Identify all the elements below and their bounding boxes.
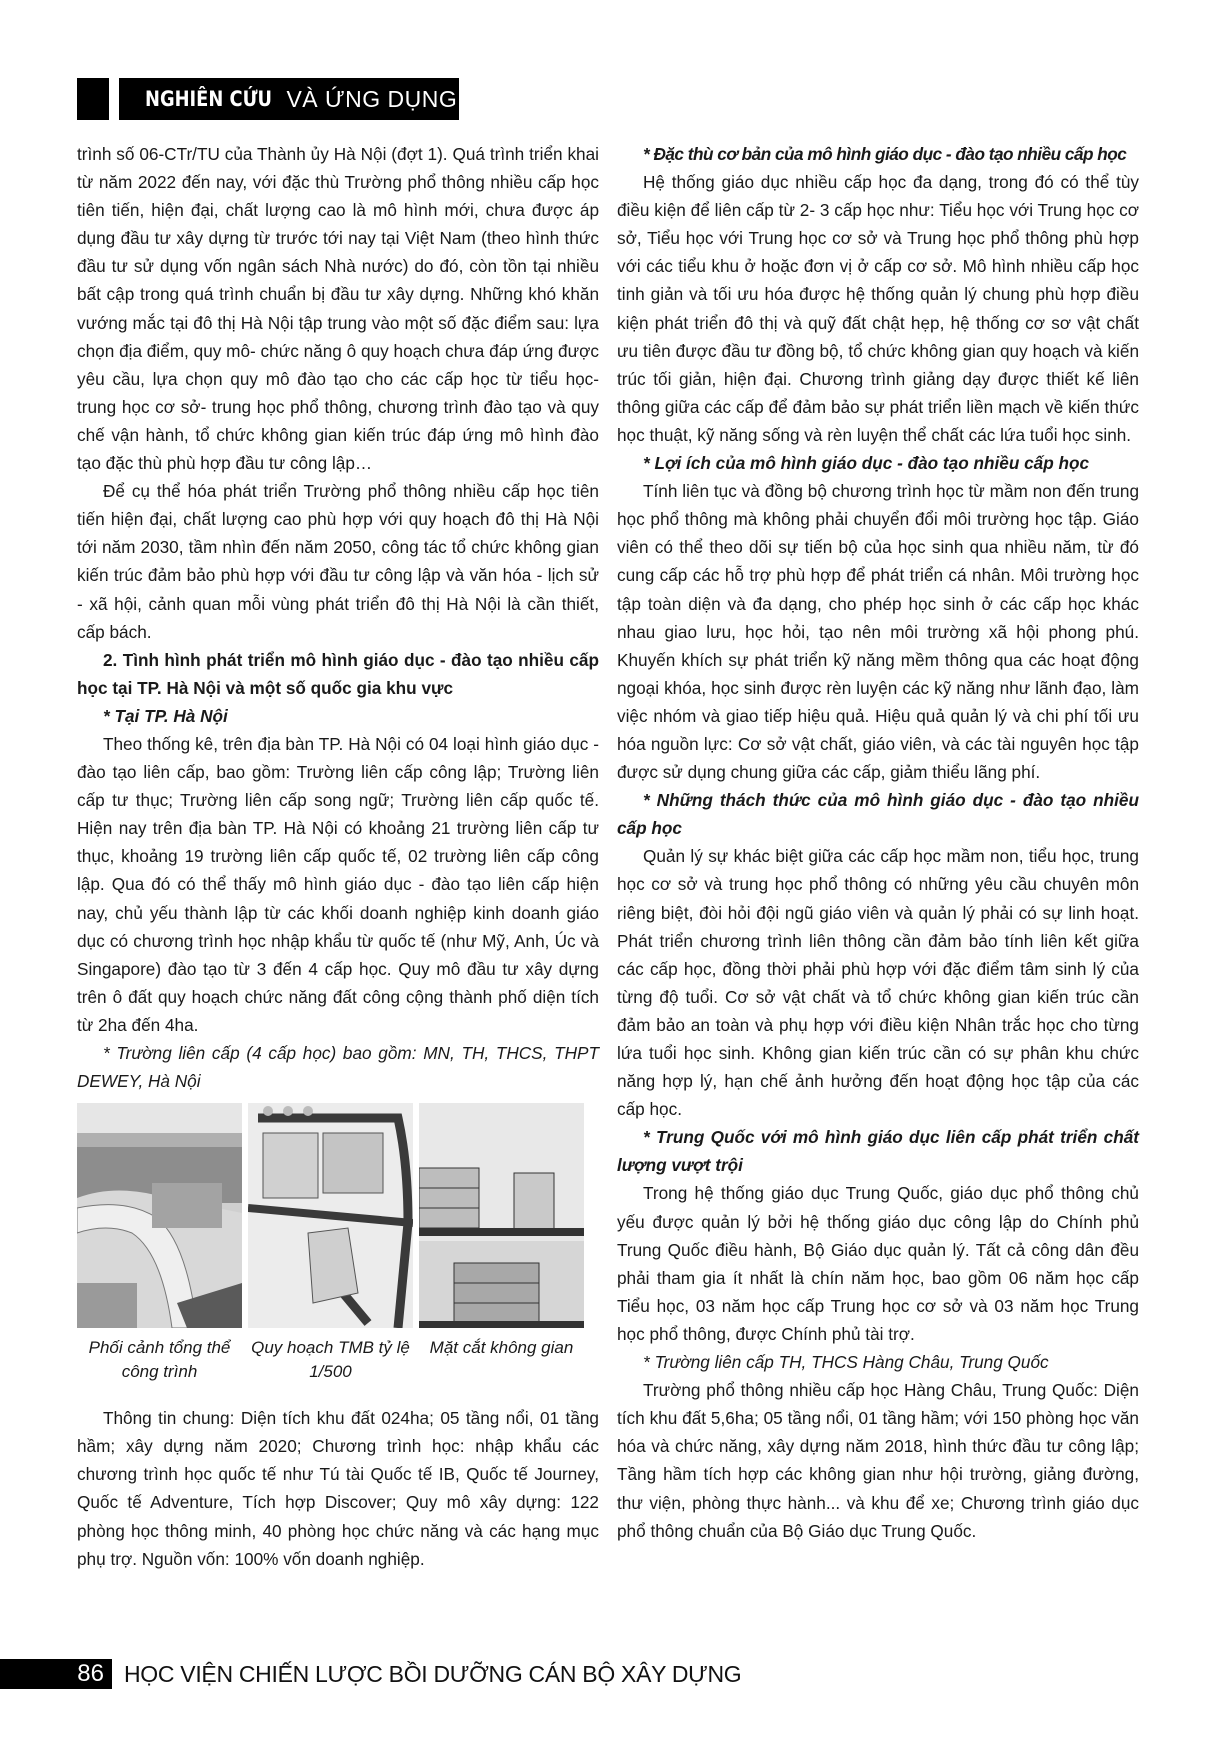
page-number: 86 (0, 1659, 112, 1689)
figure-caption: Quy hoạch TMB tỷ lệ 1/500 (251, 1338, 410, 1382)
paragraph: Trong hệ thống giáo dục Trung Quốc, giáo dục phổ thông chủ yếu được quản lý bởi hệ thống giáo dục công lập do Chính phủ Trung Quốc điều hành, Bộ Giáo dục quản lý. Tất cả công dân đều phải tham gia ít nhất là chín năm học, bao gồm 06 năm học cấp Tiểu học, 03 năm học cấp Trung học cơ sở và 03 năm học Trung học phổ thông, được Chính phủ tài trợ. (617, 1183, 1139, 1344)
figure-caption: Phối cảnh tổng thể công trình (88, 1338, 231, 1382)
publisher-name: HỌC VIỆN CHIẾN LƯỢC BỒI DƯỠNG CÁN BỘ XÂY DỰNG (124, 1661, 742, 1687)
paragraph: Quản lý sự khác biệt giữa các cấp học mầm non, tiểu học, trung học cơ sở và trung học phổ thông có những yêu cầu chuyên môn riêng biệt, đòi hỏi đội ngũ giáo viên và quản lý phải có sự linh hoạt. Phát triển chương trình liên thông cần đảm bảo tính liên kết giữa các cấp học, đồng thời phải phù hợp với đặc điểm tâm sinh lý của từng độ tuổi. Cơ sở vật chất và tổ chức không gian kiến trúc cần đảm bảo an toàn và phụ hợp với điều kiện Nhân trắc học cho từng lứa tuổi học sinh. Không gian kiến trúc cần có sự phân khu chức năng hợp lý, hạn chế ảnh hưởng đến hoạt động học tập của các cấp học. (617, 846, 1139, 1120)
subheading: * Tại TP. Hà Nội (103, 705, 228, 726)
paragraph: Tính liên tục và đồng bộ chương trình học từ mầm non đến trung học phổ thông mà không phải chuyển đổi môi trường học tập. Giáo viên có thể theo dõi sự tiến bộ của học sinh qua nhiều năm, từ đó cung cấp các hỗ trợ phù hợp để phát triển cá nhân. Môi trường học tập toàn diện và đa dạng, cho phép học sinh ở các cấp học khác nhau giao lưu, học hỏi, tạo nên môi trường xã hội phong phú. Khuyến khích sự phát triển kỹ năng mềm thông qua các hoạt động ngoại khóa, học sinh được rèn luyện các kỹ năng như lãnh đạo, làm việc nhóm và giao tiếp hiệu quả. Hiệu quả quản lý và chi phí tối ưu hóa nguồn lực: Cơ sở vật chất, giáo viên, và các tài nguyên học tập được sử dụng chung giữa các cấp, giảm thiểu lãng phí. (617, 481, 1139, 783)
paragraph: Theo thống kê, trên địa bàn TP. Hà Nội có 04 loại hình giáo dục - đào tạo liên cấp, bao gồm: Trường liên cấp công lập; Trường liên cấp tư thục; Trường liên cấp song ngữ; Trường liên cấp quốc tế. Hiện nay trên địa bàn TP. Hà Nội có khoảng 21 trường liên cấp tư thục, khoảng 19 trường liên cấp quốc tế, 02 trường liên cấp công lập. Qua đó có thể thấy mô hình giáo dục - đào tạo liên cấp hiện nay, chủ yếu thành lập từ các khối doanh nghiệp kinh doanh giáo dục có chương trình học nhập khẩu từ quốc tế (như Mỹ, Anh, Úc và Singapore) đào tạo từ 3 đến 4 cấp học. Quy mô đầu tư xây dựng trên ô đất quy hoạch chức năng đất công cộng thành phố diện tích từ 2ha đến 4ha. (77, 733, 599, 1035)
figure-caption: Mặt cắt không gian (429, 1338, 574, 1358)
example-caption: * Trường liên cấp TH, THCS Hàng Châu, Trung Quốc (643, 1352, 1049, 1373)
section-drawing-icon (419, 1103, 584, 1328)
subheading: * Lợi ích của mô hình giáo dục - đào tạo nhiều cấp học (643, 453, 1090, 474)
figure-row (77, 1103, 599, 1384)
left-column (77, 140, 599, 1573)
aerial-photo-icon (77, 1103, 242, 1328)
example-caption: * Trường liên cấp (4 cấp học) bao gồm: MN, TH, THCS, THPT DEWEY, Hà Nội (77, 1043, 599, 1092)
paragraph: Trường phổ thông nhiều cấp học Hàng Châu, Trung Quốc: Diện tích khu đất 5,6ha; 05 tầng nổi, 01 tầng hầm; với 150 phòng học văn hóa và chức năng, xây dựng năm 2018, hình thức đầu tư công lập; Tầng hầm tích hợp các không gian như hội trường, giảng đường, thư viện, phòng thực hành... và khu để xe; Chương trình giáo dục phổ thông chuẩn của Bộ Giáo dục Trung Quốc. (617, 1380, 1139, 1541)
section-header-bold: NGHIÊN CỨU (145, 87, 273, 111)
paragraph: trình số 06-CTr/TU của Thành ủy Hà Nội (đợt 1). Quá trình triển khai từ năm 2022 đến nay, với đặc thù Trường phổ thông nhiều cấp học tiên tiến, hiện đại, chất lượng cao là mô hình mới, chưa được áp dụng đầu tư xây dựng từ trước tới nay tại Việt Nam (theo hình thức đầu tư sử dụng vốn ngân sách Nhà nước) do đó, còn tồn tại nhiều bất cập trong quá trình chuẩn bị đầu tư xây dựng. Những khó khăn vướng mắc tại đô thị Hà Nội tập trung vào một số đặc điểm sau: lựa chọn địa điểm, quy mô- chức năng ô quy hoạch chưa đáp ứng được yêu cầu, lựa chọn quy mô đào tạo cho các cấp học từ tiểu học- trung học cơ sở- trung học phổ thông, chương trình đào tạo và quy chế vận hành, tổ chức không gian kiến trúc đáp ứng mô hình đào tạo đặc thù phù hợp đầu tư công lập… (77, 144, 599, 474)
figure (248, 1103, 413, 1384)
subheading: * Trung Quốc với mô hình giáo dục liên cấp phát triển chất lượng vượt trội (617, 1127, 1139, 1176)
section-heading: 2. Tình hình phát triển mô hình giáo dục - đào tạo nhiều cấp học tại TP. Hà Nội và một số quốc gia khu vực (77, 649, 599, 698)
figure (77, 1103, 242, 1384)
subheading: * Đặc thù cơ bản của mô hình giáo dục - đào tạo nhiều cấp học (643, 144, 1127, 164)
paragraph: Để cụ thể hóa phát triển Trường phổ thông nhiều cấp học tiên tiến hiện đại, chất lượng cao phù hợp với quy hoạch đô thị Hà Nội tới năm 2030, tầm nhìn đến năm 2050, công tác tổ chức không gian kiến trúc đảm bảo phù hợp với đầu tư công lập và văn hóa - lịch sử - xã hội, cảnh quan mỗi vùng phát triển đô thị Hà Nội là cần thiết, cấp bách. (77, 481, 599, 642)
figure (419, 1103, 584, 1384)
site-plan-icon (248, 1103, 413, 1328)
section-header (119, 78, 459, 120)
header-decor-block (77, 78, 109, 120)
paragraph: Thông tin chung: Diện tích khu đất 024ha; 05 tầng nổi, 01 tầng hầm; xây dựng năm 2020; Chương trình học: nhập khẩu các chương trình học quốc tế như Tú tài Quốc tế IB, Quốc tế Journey, Quốc tế Adventure, Tích hợp Discover; Quy mô xây dựng: 122 phòng học thông minh, 40 phòng học chức năng và các hạng mục phụ trợ. Nguồn vốn: 100% vốn doanh nghiệp. (77, 1408, 599, 1569)
subheading: * Những thách thức của mô hình giáo dục - đào tạo nhiều cấp học (617, 790, 1139, 839)
paragraph: Hệ thống giáo dục nhiều cấp học đa dạng, trong đó có thể tùy điều kiện để liên cấp từ 2- 3 cấp học như: Tiểu học với Trung học cơ sở, Tiểu học với Trung học cơ sở và Trung học phổ thông phù hợp với các tiểu khu ở hoặc đơn vị ở cấp cơ sở. Mô hình nhiều cấp học tinh giản và tối ưu hóa được hệ thống quản lý chung phù hợp điều kiện phát triển đô thị và quỹ đất chật hẹp, hệ thống cơ sơ vật chất ưu tiên được đầu tư đồng bộ, tổ chức không gian quy hoạch và kiến trúc tối giản, hiện đại. Chương trình giảng dạy được thiết kế liên thông giữa các cấp để đảm bảo sự phát triển liền mạch về kiến thức học thuật, kỹ năng sống và rèn luyện thể chất các lứa tuổi học sinh. (617, 172, 1139, 445)
right-column (617, 140, 1139, 1545)
section-header-normal: VÀ ỨNG DỤNG (286, 85, 458, 112)
